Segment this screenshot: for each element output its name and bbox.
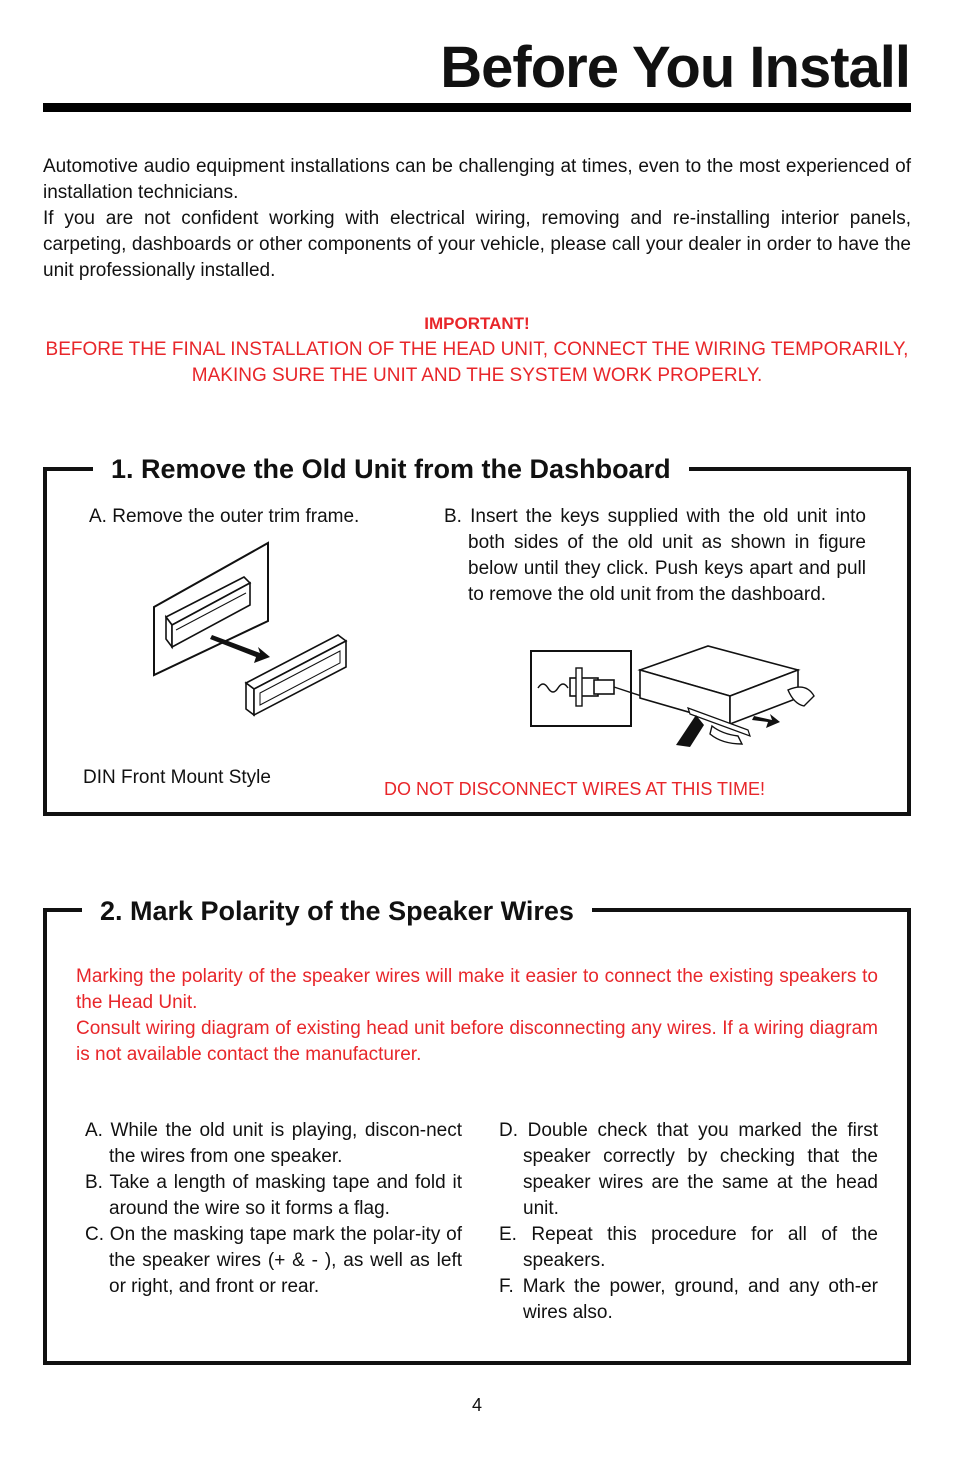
- steps-left-column: [85, 1118, 462, 1300]
- polarity-notice: [76, 964, 878, 1068]
- intro-text: [43, 154, 911, 284]
- section-title-mark-polarity: 2. Mark Polarity of the Speaker Wires: [82, 894, 592, 928]
- polarity-notice-line: Consult wiring diagram of existing head unit before disconnecting any wires. If a wiring diagram is not available contact the manufacturer.: [76, 1018, 878, 1065]
- page-number: 4: [471, 1395, 482, 1415]
- important-notice: [43, 311, 911, 389]
- step-b-insert-keys: [444, 504, 866, 608]
- intro-paragraph: Automotive audio equipment installations can be challenging at times, even to the most experienced of installation technicians.: [43, 156, 911, 203]
- disconnect-warning: DO NOT DISCONNECT WIRES AT THIS TIME!: [384, 779, 766, 799]
- polarity-notice-line: Marking the polarity of the speaker wires will make it easier to connect the existing speakers to the Head Unit.: [76, 966, 878, 1013]
- removal-keys-illustration: [528, 640, 828, 750]
- step-item: E. Repeat this procedure for all of the speakers.: [499, 1224, 878, 1271]
- steps-right-column: [499, 1118, 878, 1326]
- title-rule: [43, 103, 911, 112]
- step-item: C. On the masking tape mark the polar-ity of the speaker wires (+ & - ), as well as left or right, and front or rear.: [85, 1224, 462, 1297]
- step-b-text: B. Insert the keys supplied with the old unit into both sides of the old unit as shown in figure below until they click. Push keys apart and pull to remove the old unit from the dashboard.: [444, 506, 866, 605]
- intro-paragraph: If you are not confident working with electrical wiring, removing and re-installing interior panels, carpeting, dashboards or other components of your vehicle, please call your dealer in order to have the unit professionally installed.: [43, 208, 911, 281]
- step-item: B. Take a length of masking tape and fold it around the wire so it forms a flag.: [85, 1172, 462, 1219]
- important-text: BEFORE THE FINAL INSTALLATION OF THE HEAD UNIT, CONNECT THE WIRING TEMPORARILY, MAKING SURE THE UNIT AND THE SYSTEM WORK PROPERLY.: [45, 339, 909, 386]
- trim-frame-illustration: [140, 535, 370, 725]
- step-item: A. While the old unit is playing, discon-nect the wires from one speaker.: [85, 1120, 462, 1167]
- figure-caption: DIN Front Mount Style: [83, 767, 271, 788]
- section-title-remove-old-unit: 1. Remove the Old Unit from the Dashboard: [93, 452, 689, 486]
- important-heading: IMPORTANT!: [424, 314, 530, 333]
- step-item: D. Double check that you marked the first speaker correctly by checking that the speaker wires are the same at the head unit.: [499, 1120, 878, 1219]
- step-item: F. Mark the power, ground, and any oth-er wires also.: [499, 1276, 878, 1323]
- page-title: Before You Install: [440, 35, 910, 100]
- step-a-remove-trim: A. Remove the outer trim frame.: [89, 506, 360, 527]
